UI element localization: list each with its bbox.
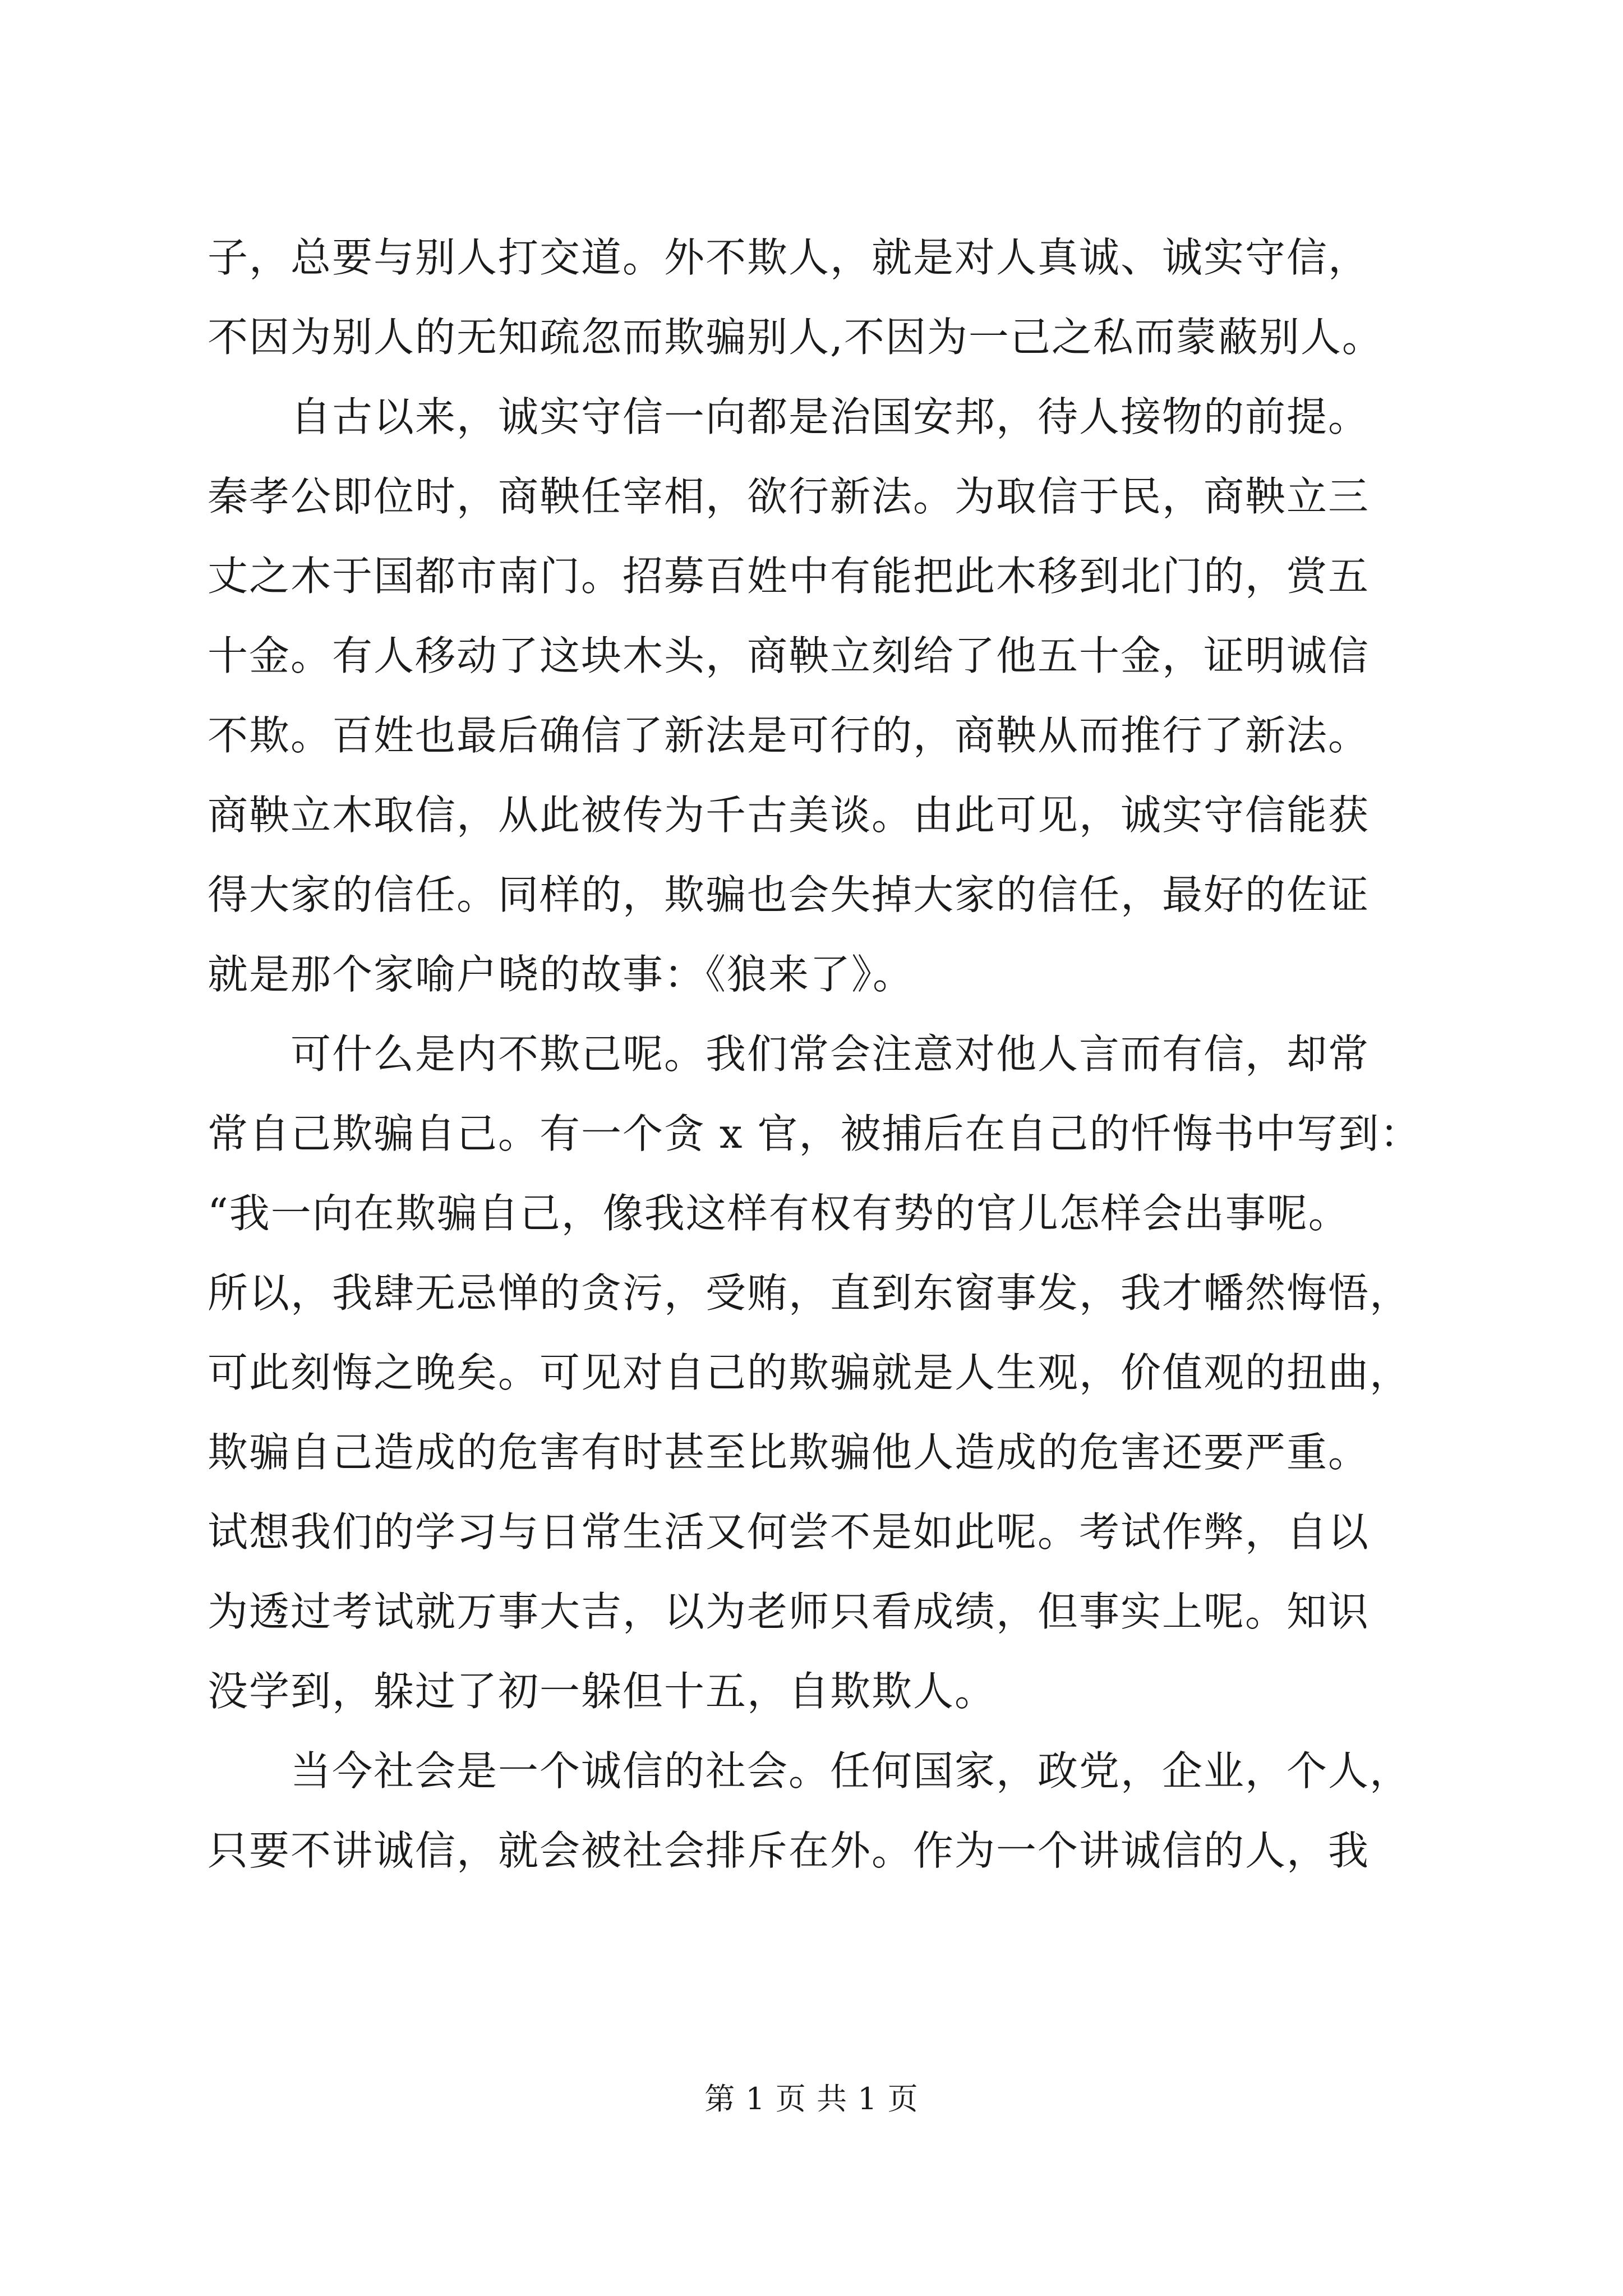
text-line: 丈之木于国都市南门。招募百姓中有能把此木移到北门的，赏五 xyxy=(208,553,1370,600)
text-line: 秦孝公即位时，商鞅任宰相，欲行新法。为取信于民，商鞅立三 xyxy=(208,473,1370,520)
text-line: 当今社会是一个诚信的社会。任何国家，政党，企业，个人， xyxy=(208,1747,1412,1795)
body-text xyxy=(208,218,1447,1890)
text-line: 商鞅立木取信，从此被传为千古美谈。由此可见，诚实守信能获 xyxy=(208,792,1370,839)
text-line: 欺骗自己造成的危害有时甚至比欺骗他人造成的危害还要严重。 xyxy=(208,1429,1370,1476)
text-line: 可什么是内不欺己呢。我们常会注意对他人言而有信，却常 xyxy=(208,1030,1370,1078)
text-line: 十金。有人移动了这块木头，商鞅立刻给了他五十金，证明诚信 xyxy=(208,632,1370,679)
text-line: 为透过考试就万事大吉，以为老师只看成绩，但事实上呢。知识 xyxy=(208,1588,1370,1635)
text-line: 子，总要与别人打交道。外不欺人，就是对人真诚、诚实守信， xyxy=(208,234,1370,281)
text-line: 试想我们的学习与日常生活又何尝不是如此呢。考试作弊，自以 xyxy=(208,1508,1370,1556)
text-line: “我一向在欺骗自己，像我这样有权有势的官儿怎样会出事呢。 xyxy=(208,1190,1350,1237)
text-line: 不因为别人的无知疏忽而欺骗别人,不因为一己之私而蒙蔽别人。 xyxy=(208,314,1384,361)
text-line: 所以，我肆无忌惮的贪污，受贿，直到东窗事发，我才幡然悔悟， xyxy=(208,1269,1412,1317)
page-number-footer: 第 1 页 共 1 页 xyxy=(704,2081,919,2116)
text-line: 不欺。百姓也最后确信了新法是可行的，商鞅从而推行了新法。 xyxy=(208,712,1370,759)
text-line: 没学到，躲过了初一躲但十五，自欺欺人。 xyxy=(208,1668,997,1715)
text-line: 得大家的信任。同样的，欺骗也会失掉大家的信任，最好的佐证 xyxy=(208,871,1370,918)
text-line: 就是那个家喻户晓的故事：《狼来了》。 xyxy=(208,951,915,998)
text-line: 可此刻悔之晚矣。可见对自己的欺骗就是人生观，价值观的扭曲， xyxy=(208,1349,1412,1396)
text-line: 自古以来，诚实守信一向都是治国安邦，待人接物的前提。 xyxy=(208,393,1370,440)
text-line: 只要不讲诚信，就会被社会排斥在外。作为一个讲诚信的人，我 xyxy=(208,1827,1370,1874)
text-line: 常自己欺骗自己。有一个贪 x 官，被捕后在自己的忏悔书中写到： xyxy=(208,1110,1422,1157)
